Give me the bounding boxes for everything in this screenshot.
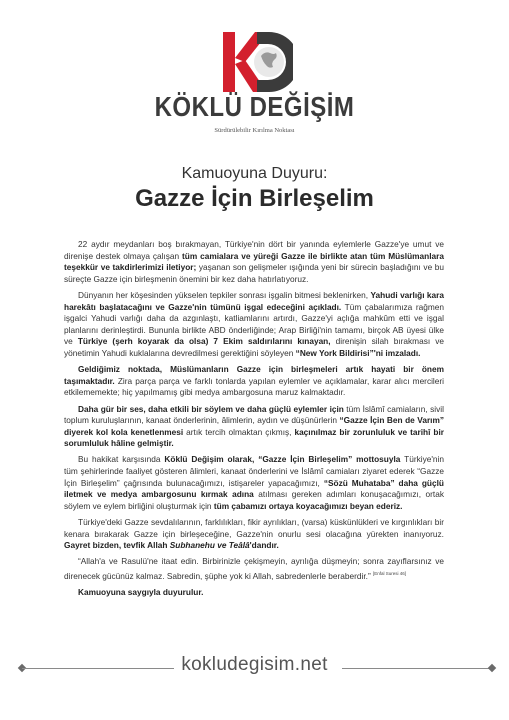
bold-text: Türkiye (şerh koyarak da olsa) 7 Ekim saldırılarını kınayan, bbox=[77, 336, 331, 347]
bold-text: “Sözü Muhataba” daha güçlü iletmek ve medya ambargosunu kırmak adına bbox=[64, 477, 444, 500]
quote-text: “Allah'a ve Rasulü'ne itaat edin. Birbirinizle çekişmeyin, ayrılığa düşmeyin; sonra zayıflarsınız ve direnecek gücünüz kalmaz. Sabredin, şüphe yok ki Allah, sabredenlerle beraberdir.” bbox=[64, 556, 444, 581]
text: atılması gereken adımları konuşacağımızı, ortak söylem ve eylem birliğini oluşturmak için bbox=[64, 489, 444, 511]
bold-text: Yahudi varlığı kara harekâtı başlatacağını ve Gazze'nin tümünü işgal edeceğini açıkladı. bbox=[64, 289, 444, 312]
closing-paragraph bbox=[64, 587, 444, 599]
paragraph-3 bbox=[64, 364, 444, 399]
bold-text: 'dandır. bbox=[249, 540, 279, 551]
text: Türkiye'nin tüm şehirlerinde faaliyet gösteren âlimleri, kanaat önderlerini ve İslâmî camiaları ziyaret ederek “Gazze İçin Birleşelim” çağrısında bulunacağımızı, istişareler yapacağımızı, bbox=[64, 454, 444, 488]
bold-text: tüm camialara ve yüreği Gazze ile birlikte atan tüm Müslümanlara teşekkür ve takdirlerimizi iletiyor; bbox=[64, 250, 444, 273]
footer-divider-right bbox=[342, 668, 492, 669]
quote-reference: [Enfal Suresi 46] bbox=[373, 571, 407, 576]
paragraph-2 bbox=[64, 290, 444, 360]
page-title: Gazze İçin Birleşelim bbox=[135, 185, 374, 212]
paragraph-6 bbox=[64, 517, 444, 552]
bold-text: tüm çabamızı ortaya koyacağımızı beyan ederiz. bbox=[213, 500, 403, 511]
text: Türkiye'deki Gazze sevdalılarının, farklılıkları, fikir ayrılıkları, (varsa) küskünlükleri ve kırgınlıkları bir kenara bırakarak Gazze için birleşeceğine, Gazze'nin onurlu sesi olacağına yürekten inanıyoruz. bbox=[64, 517, 444, 539]
text: 22 aydır meydanları boş bırakmayan, Türkiye'nin dört bir yanında eylemlerle Gazze'ye umut ve direnişe destek olmaya çalışan bbox=[64, 239, 444, 261]
text: artık tercih olmaktan çıkmış, bbox=[183, 426, 295, 437]
text: Tüm çabalarımıza rağmen işgalci Yahudi varlığı daha da azgınlaştı, katliamlarını artırdı, Gazze'yi açlığa mahkûm etti ve işgal planlarını derinleştirdi. Bununla birlikte ABD önderliğinde; Arap Birliği'nin tamamı, birçok AB üyesi ülke ve bbox=[64, 301, 444, 347]
bold-text: Gayret bizden, tevfik Allah bbox=[64, 540, 170, 551]
paragraph-4 bbox=[64, 404, 444, 450]
bold-text: Köklü Değişim olarak, “Gazze İçin Birleşelim” mottosuyla bbox=[164, 454, 401, 465]
text: direnişin silah bırakması ve yönetimin Yahudi kuklalarına devredilmesi gerektiğini söyleyen bbox=[64, 336, 445, 358]
bold-text: Daha gür bir ses, daha etkili bir söylem ve daha güçlü eylemler için bbox=[78, 403, 344, 414]
logo bbox=[0, 30, 509, 94]
quote-paragraph bbox=[64, 556, 444, 582]
bold-text: “New York Bildirisi”'ni imzaladı. bbox=[295, 347, 421, 358]
website-url[interactable]: kokludegisim.net bbox=[181, 654, 328, 675]
brand-name: KÖKLÜ DEĞİŞİM bbox=[154, 91, 355, 123]
statement-body bbox=[64, 239, 444, 603]
closing-text: Kamuoyuna saygıyla duyurulur. bbox=[78, 586, 204, 597]
bold-text: kaçınılmaz bir zorunluluk ve tarihî bir sorumluluk hâline gelmiştir. bbox=[64, 426, 444, 449]
text: yaşanan son gelişmeler ışığında yeni bir sürecin başladığını ve bu süreçte Gazze için birleşmenin önemini bir kez daha hatırlatıyoruz. bbox=[64, 262, 444, 284]
kd-globe-logo-icon bbox=[217, 30, 293, 94]
text: tüm İslâmî camiaların, sivil toplum kuruluşlarının, kanaat önderlerinin, âlimlerin, aydın ve düşünürlerin bbox=[64, 403, 444, 426]
bold-text: Geldiğimiz noktada, Müslümanların Gazze için birleşmeleri artık hayati bir önem taşımaktadır. bbox=[64, 364, 444, 386]
text: Bu hakikat karşısında bbox=[78, 454, 165, 465]
paragraph-1 bbox=[64, 239, 444, 285]
bold-text: “Gazze İçin Ben de Varım” diyerek kol kola kenetlenmesi bbox=[64, 415, 444, 437]
text: Zira parça parça ve farklı tonlarda yapılan eylemler ve açıklamalar, karar alıcı mercileri etkilememekte; hiç yapılmamış gibi medya ambargosuna maruz kalmaktadır. bbox=[64, 375, 444, 398]
paragraph-5 bbox=[64, 454, 444, 512]
brand-tagline: Sürdürülebilir Kırılma Noktası bbox=[214, 127, 295, 134]
bold-italic-text: Subhanehu ve Teâlâ bbox=[169, 540, 250, 551]
text: Dünyanın her köşesinden yükselen tepkiler sonrası işgalin bitmesi beklenirken, bbox=[78, 289, 371, 300]
page-subtitle: Kamuoyuna Duyuru: bbox=[181, 165, 328, 182]
